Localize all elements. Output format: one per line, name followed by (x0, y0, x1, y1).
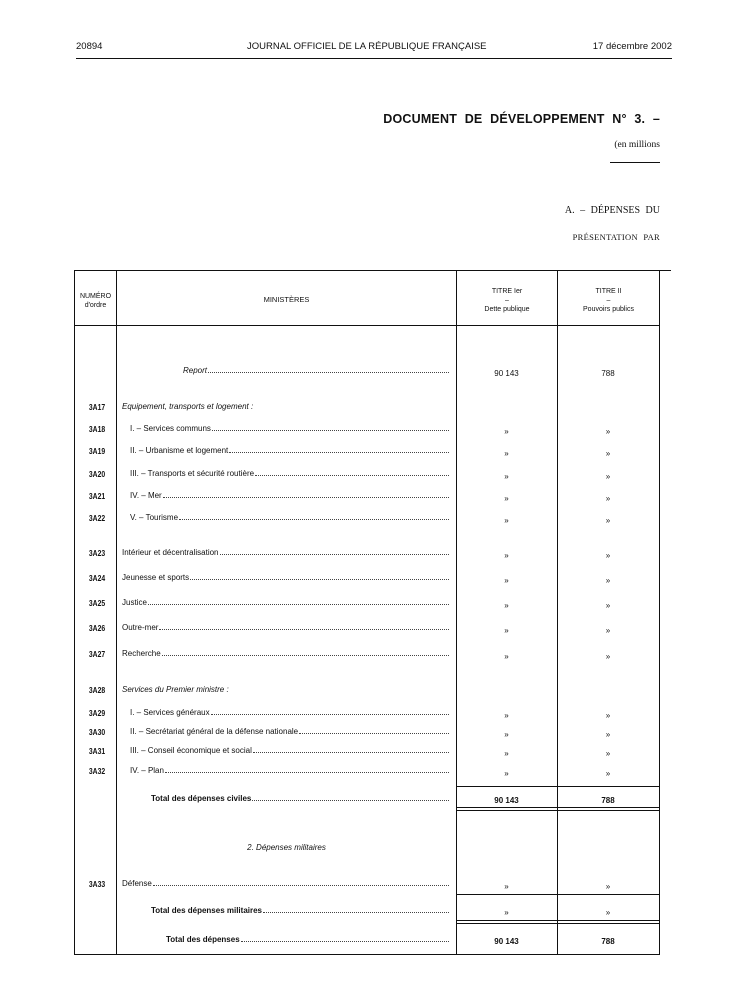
section-heading: A. – DÉPENSES DU (564, 205, 660, 216)
row-code: 3A20 (88, 470, 106, 479)
page-number: 20894 (76, 41, 103, 52)
total-militaires-titre1: » (504, 908, 509, 917)
col-titre2-sub: Pouvoirs publics (583, 306, 634, 313)
col-titre2-dash: – (606, 297, 611, 304)
row-label-text: I. – Services communs (130, 424, 211, 433)
defense-titre2-value: » (605, 882, 611, 891)
row-label-text: V. – Tourisme (130, 513, 179, 522)
row-label (130, 513, 449, 522)
row-titre1-value: » (504, 730, 509, 739)
row-label-text: II. – Secrétariat général de la défense nationale (130, 727, 299, 736)
total-civiles-rule-2 (456, 810, 659, 811)
row-code: 3A31 (88, 747, 106, 756)
col-numero-sub: d'ordre (84, 302, 107, 309)
row-titre1-value: » (504, 576, 509, 585)
col-numero-label: NUMÉRO (79, 293, 112, 300)
col-titre1-dash: – (505, 297, 509, 304)
row-titre2-value: » (605, 652, 611, 661)
total-civiles-titre2: 788 (601, 796, 615, 805)
row-label (122, 623, 449, 632)
row-code: 3A18 (88, 425, 106, 434)
row-label (122, 402, 449, 411)
row-label (122, 649, 449, 658)
row-label-text: Recherche (122, 649, 161, 658)
col-divider-4 (659, 270, 660, 955)
col-header-titre1 (457, 287, 557, 314)
total-civiles-rule-1 (456, 807, 659, 808)
report-titre1-value: 90 143 (494, 369, 519, 378)
total-militaires-text: Total des dépenses militaires (151, 906, 263, 915)
presentation-heading: PRÉSENTATION PAR (572, 232, 660, 242)
col-header-titre2 (558, 287, 659, 314)
row-label (130, 469, 449, 478)
row-titre1-value: » (504, 472, 509, 481)
row-code: 3A24 (88, 574, 106, 583)
unit-underline (610, 162, 660, 163)
row-label (130, 766, 449, 775)
row-code: 3A26 (88, 624, 106, 633)
document-title: DOCUMENT DE DÉVELOPPEMENT N° 3. – (383, 112, 660, 126)
row-label-text: IV. – Plan (130, 766, 164, 775)
row-label (122, 573, 449, 582)
row-code: 3A21 (88, 492, 106, 501)
row-label (122, 685, 449, 694)
report-titre2-value: 788 (601, 369, 615, 378)
row-label (130, 727, 449, 736)
total-militaires-titre2: » (605, 908, 611, 917)
total-militaires-label (151, 906, 449, 915)
col-titre2-label: TITRE II (595, 288, 622, 295)
total-depenses-label (166, 935, 449, 944)
row-code: 3A22 (88, 514, 106, 523)
row-titre2-value: » (605, 494, 611, 503)
row-label-text: III. – Conseil économique et social (130, 746, 252, 755)
row-titre2-value: » (605, 749, 611, 758)
row-code: 3A30 (88, 728, 106, 737)
report-label-text: Report (183, 366, 208, 375)
row-titre1-value: » (504, 626, 509, 635)
row-label-text: Outre-mer (122, 623, 159, 632)
row-titre1-value: » (504, 551, 509, 560)
row-titre2-value: » (605, 626, 611, 635)
table-left-border (74, 270, 75, 955)
row-titre1-value: » (504, 449, 509, 458)
header-bottom-rule (74, 325, 659, 326)
row-titre2-value: » (605, 516, 611, 525)
row-titre1-value: » (504, 749, 509, 758)
row-code: 3A32 (88, 767, 106, 776)
total-depenses-titre2: 788 (601, 937, 615, 946)
table-top-rule (74, 270, 671, 271)
row-titre1-value: » (504, 769, 509, 778)
total-militaires-rule-2 (456, 923, 659, 924)
row-code: 3A28 (88, 686, 106, 695)
row-label (122, 598, 449, 607)
row-titre2-value: » (605, 472, 611, 481)
row-label-text: IV. – Mer (130, 491, 162, 500)
row-titre1-value: » (504, 494, 509, 503)
row-code: 3A17 (88, 403, 106, 412)
row-titre2-value: » (605, 711, 611, 720)
row-titre1-value: » (504, 601, 509, 610)
col-header-numero (75, 292, 116, 310)
row-label-text: Jeunesse et sports (122, 573, 190, 582)
row-code: 3A29 (88, 709, 106, 718)
row-code: 3A23 (88, 549, 106, 558)
row-label-text: Services du Premier ministre : (122, 685, 229, 694)
total-militaires-rule-1 (456, 920, 659, 921)
issue-date: 17 décembre 2002 (592, 41, 672, 52)
table-bottom-rule (74, 954, 659, 955)
row-titre2-value: » (605, 730, 611, 739)
row-label-text: Equipement, transports et logement : (122, 402, 254, 411)
journal-title: JOURNAL OFFICIEL DE LA RÉPUBLIQUE FRANÇAISE (247, 41, 487, 52)
row-titre2-value: » (605, 551, 611, 560)
col-header-ministeres: MINISTÈRES (263, 295, 310, 304)
defense-code: 3A33 (88, 880, 106, 889)
unit-note: (en millions (614, 140, 660, 150)
total-militaires-top-rule (456, 894, 659, 895)
row-label-text: I. – Services généraux (130, 708, 210, 717)
col-titre1-sub: Dette publique (484, 306, 530, 313)
defense-label-text: Défense (122, 879, 152, 888)
row-label (130, 708, 449, 717)
defense-titre1-value: » (504, 882, 509, 891)
row-titre2-value: » (605, 601, 611, 610)
col-titre1-label: TITRE Ier (491, 288, 523, 295)
row-label-text: Intérieur et décentralisation (122, 548, 219, 557)
report-label (183, 366, 449, 375)
row-label (130, 491, 449, 500)
row-code: 3A19 (88, 447, 106, 456)
row-label (130, 446, 449, 455)
row-label (130, 746, 449, 755)
defense-label (122, 879, 449, 888)
total-civiles-titre1: 90 143 (494, 796, 519, 805)
row-titre1-value: » (504, 652, 509, 661)
row-titre1-value: » (504, 516, 509, 525)
row-label (130, 424, 449, 433)
row-label-text: Justice (122, 598, 147, 607)
row-code: 3A27 (88, 650, 106, 659)
section-military-heading: 2. Dépenses militaires (247, 843, 326, 852)
row-titre2-value: » (605, 427, 611, 436)
row-titre2-value: » (605, 576, 611, 585)
total-depenses-text: Total des dépenses (166, 935, 240, 944)
total-depenses-titre1: 90 143 (494, 937, 519, 946)
total-civiles-top-rule (456, 786, 659, 787)
row-titre1-value: » (504, 427, 509, 436)
row-titre2-value: » (605, 769, 611, 778)
row-label (122, 548, 449, 557)
row-label-text: II. – Urbanisme et logement (130, 446, 229, 455)
total-civiles-label (151, 794, 449, 803)
row-code: 3A25 (88, 599, 106, 608)
header-rule (76, 58, 672, 59)
total-civiles-text: Total des dépenses civiles (151, 794, 252, 803)
row-label-text: III. – Transports et sécurité routière (130, 469, 255, 478)
row-titre2-value: » (605, 449, 611, 458)
row-titre1-value: » (504, 711, 509, 720)
